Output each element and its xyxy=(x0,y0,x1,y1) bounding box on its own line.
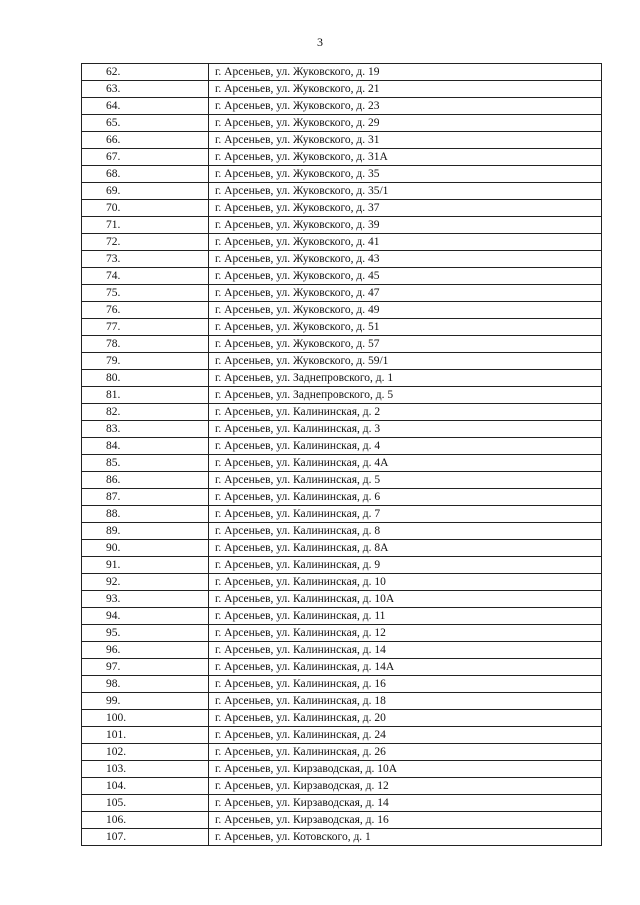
row-address: г. Арсеньев, ул. Жуковского, д. 39 xyxy=(209,217,602,234)
table-row xyxy=(82,404,602,421)
table-row xyxy=(82,557,602,574)
row-address: г. Арсеньев, ул. Калининская, д. 3 xyxy=(209,421,602,438)
row-number: 73. xyxy=(82,251,209,268)
row-number: 64. xyxy=(82,98,209,115)
table-row xyxy=(82,727,602,744)
row-number: 90. xyxy=(82,540,209,557)
row-address: г. Арсеньев, ул. Жуковского, д. 35 xyxy=(209,166,602,183)
row-number: 62. xyxy=(82,64,209,81)
row-address: г. Арсеньев, ул. Калининская, д. 8 xyxy=(209,523,602,540)
row-address: г. Арсеньев, ул. Калининская, д. 20 xyxy=(209,710,602,727)
row-address: г. Арсеньев, ул. Калининская, д. 24 xyxy=(209,727,602,744)
row-address: г. Арсеньев, ул. Калининская, д. 16 xyxy=(209,676,602,693)
table-row xyxy=(82,319,602,336)
table-row xyxy=(82,98,602,115)
table-row xyxy=(82,285,602,302)
row-number: 82. xyxy=(82,404,209,421)
row-number: 96. xyxy=(82,642,209,659)
row-address: г. Арсеньев, ул. Жуковского, д. 37 xyxy=(209,200,602,217)
table-row xyxy=(82,217,602,234)
table-row xyxy=(82,132,602,149)
row-address: г. Арсеньев, ул. Калининская, д. 10А xyxy=(209,591,602,608)
row-address: г. Арсеньев, ул. Калининская, д. 11 xyxy=(209,608,602,625)
table-row xyxy=(82,659,602,676)
row-number: 89. xyxy=(82,523,209,540)
table-row xyxy=(82,455,602,472)
row-number: 68. xyxy=(82,166,209,183)
table-row xyxy=(82,64,602,81)
row-address: г. Арсеньев, ул. Жуковского, д. 47 xyxy=(209,285,602,302)
row-address: г. Арсеньев, ул. Калининская, д. 14А xyxy=(209,659,602,676)
table-row xyxy=(82,506,602,523)
table-row xyxy=(82,166,602,183)
table-row xyxy=(82,693,602,710)
row-address: г. Арсеньев, ул. Калининская, д. 26 xyxy=(209,744,602,761)
row-address: г. Арсеньев, ул. Калининская, д. 9 xyxy=(209,557,602,574)
row-number: 78. xyxy=(82,336,209,353)
table-row xyxy=(82,744,602,761)
table-row xyxy=(82,234,602,251)
row-number: 71. xyxy=(82,217,209,234)
row-address: г. Арсеньев, ул. Заднепровского, д. 5 xyxy=(209,387,602,404)
table-row xyxy=(82,302,602,319)
row-address: г. Арсеньев, ул. Калининская, д. 8А xyxy=(209,540,602,557)
row-number: 76. xyxy=(82,302,209,319)
table-row xyxy=(82,251,602,268)
row-address: г. Арсеньев, ул. Жуковского, д. 51 xyxy=(209,319,602,336)
row-number: 83. xyxy=(82,421,209,438)
row-number: 72. xyxy=(82,234,209,251)
row-address: г. Арсеньев, ул. Жуковского, д. 31 xyxy=(209,132,602,149)
row-number: 95. xyxy=(82,625,209,642)
row-number: 91. xyxy=(82,557,209,574)
row-address: г. Арсеньев, ул. Кирзаводская, д. 12 xyxy=(209,778,602,795)
row-address: г. Арсеньев, ул. Жуковского, д. 21 xyxy=(209,81,602,98)
table-row xyxy=(82,795,602,812)
row-address: г. Арсеньев, ул. Кирзаводская, д. 16 xyxy=(209,812,602,829)
row-number: 106. xyxy=(82,812,209,829)
row-number: 104. xyxy=(82,778,209,795)
row-address: г. Арсеньев, ул. Жуковского, д. 35/1 xyxy=(209,183,602,200)
row-address: г. Арсеньев, ул. Жуковского, д. 29 xyxy=(209,115,602,132)
row-number: 84. xyxy=(82,438,209,455)
row-number: 87. xyxy=(82,489,209,506)
table-row xyxy=(82,761,602,778)
row-number: 100. xyxy=(82,710,209,727)
row-address: г. Арсеньев, ул. Жуковского, д. 49 xyxy=(209,302,602,319)
row-number: 97. xyxy=(82,659,209,676)
row-address: г. Арсеньев, ул. Жуковского, д. 57 xyxy=(209,336,602,353)
row-address: г. Арсеньев, ул. Кирзаводская, д. 10А xyxy=(209,761,602,778)
table-row xyxy=(82,710,602,727)
table-row xyxy=(82,812,602,829)
table-row xyxy=(82,149,602,166)
row-address: г. Арсеньев, ул. Калининская, д. 4А xyxy=(209,455,602,472)
table-row xyxy=(82,608,602,625)
row-address: г. Арсеньев, ул. Калининская, д. 14 xyxy=(209,642,602,659)
row-address: г. Арсеньев, ул. Жуковского, д. 19 xyxy=(209,64,602,81)
table-row xyxy=(82,489,602,506)
row-number: 93. xyxy=(82,591,209,608)
row-address: г. Арсеньев, ул. Калининская, д. 4 xyxy=(209,438,602,455)
table-row xyxy=(82,370,602,387)
table-row xyxy=(82,625,602,642)
row-number: 99. xyxy=(82,693,209,710)
row-number: 80. xyxy=(82,370,209,387)
row-number: 74. xyxy=(82,268,209,285)
row-number: 81. xyxy=(82,387,209,404)
row-number: 77. xyxy=(82,319,209,336)
table-row xyxy=(82,268,602,285)
row-address: г. Арсеньев, ул. Жуковского, д. 43 xyxy=(209,251,602,268)
row-number: 105. xyxy=(82,795,209,812)
row-address: г. Арсеньев, ул. Жуковского, д. 31А xyxy=(209,149,602,166)
row-address: г. Арсеньев, ул. Калининская, д. 12 xyxy=(209,625,602,642)
row-address: г. Арсеньев, ул. Котовского, д. 1 xyxy=(209,829,602,846)
table-row xyxy=(82,200,602,217)
table-row xyxy=(82,778,602,795)
table-row xyxy=(82,336,602,353)
row-number: 92. xyxy=(82,574,209,591)
row-number: 103. xyxy=(82,761,209,778)
row-address: г. Арсеньев, ул. Калининская, д. 5 xyxy=(209,472,602,489)
row-number: 70. xyxy=(82,200,209,217)
table-row xyxy=(82,353,602,370)
row-address: г. Арсеньев, ул. Жуковского, д. 59/1 xyxy=(209,353,602,370)
row-address: г. Арсеньев, ул. Заднепровского, д. 1 xyxy=(209,370,602,387)
row-number: 88. xyxy=(82,506,209,523)
row-number: 86. xyxy=(82,472,209,489)
row-number: 75. xyxy=(82,285,209,302)
table-row xyxy=(82,676,602,693)
row-number: 101. xyxy=(82,727,209,744)
table-row xyxy=(82,591,602,608)
row-number: 79. xyxy=(82,353,209,370)
page-number: 3 xyxy=(317,35,323,49)
row-address: г. Арсеньев, ул. Калининская, д. 6 xyxy=(209,489,602,506)
row-address: г. Арсеньев, ул. Калининская, д. 10 xyxy=(209,574,602,591)
row-number: 65. xyxy=(82,115,209,132)
row-number: 66. xyxy=(82,132,209,149)
table-row xyxy=(82,81,602,98)
row-address: г. Арсеньев, ул. Калининская, д. 7 xyxy=(209,506,602,523)
row-number: 67. xyxy=(82,149,209,166)
row-address: г. Арсеньев, ул. Жуковского, д. 41 xyxy=(209,234,602,251)
row-address: г. Арсеньев, ул. Калининская, д. 18 xyxy=(209,693,602,710)
row-number: 69. xyxy=(82,183,209,200)
row-number: 107. xyxy=(82,829,209,846)
row-number: 98. xyxy=(82,676,209,693)
address-table-body xyxy=(82,64,602,846)
table-row xyxy=(82,472,602,489)
row-address: г. Арсеньев, ул. Калининская, д. 2 xyxy=(209,404,602,421)
table-row xyxy=(82,574,602,591)
row-address: г. Арсеньев, ул. Жуковского, д. 23 xyxy=(209,98,602,115)
table-row xyxy=(82,183,602,200)
table-row xyxy=(82,642,602,659)
table-row xyxy=(82,438,602,455)
table-row xyxy=(82,829,602,846)
table-row xyxy=(82,540,602,557)
row-number: 85. xyxy=(82,455,209,472)
row-number: 94. xyxy=(82,608,209,625)
table-row xyxy=(82,523,602,540)
table-row xyxy=(82,421,602,438)
row-number: 63. xyxy=(82,81,209,98)
table-row xyxy=(82,115,602,132)
address-table xyxy=(81,63,602,846)
row-address: г. Арсеньев, ул. Жуковского, д. 45 xyxy=(209,268,602,285)
row-address: г. Арсеньев, ул. Кирзаводская, д. 14 xyxy=(209,795,602,812)
table-row xyxy=(82,387,602,404)
row-number: 102. xyxy=(82,744,209,761)
